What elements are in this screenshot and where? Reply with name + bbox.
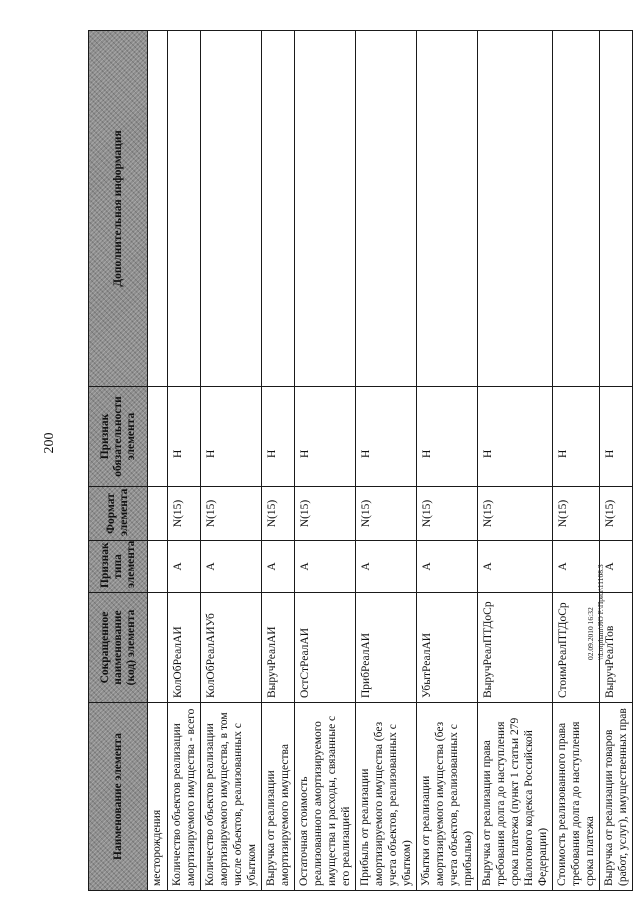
cell-element-code: ВыручРеалАИ	[262, 593, 295, 703]
cell-element-format: N(15)	[417, 487, 478, 541]
cell-element-code: СтоимРеалПТДоСр	[553, 593, 600, 703]
cell-additional-info	[295, 31, 356, 387]
table-row	[262, 31, 295, 891]
cell-element-required: Н	[168, 387, 201, 487]
cell-element-name: Количество объектов реализации амортизируемого имущества - всего	[168, 703, 201, 891]
cell-element-format: N(15)	[295, 487, 356, 541]
cell-element-type: А	[600, 541, 633, 593]
cell-additional-info	[600, 31, 633, 387]
cell-element-required: Н	[478, 387, 553, 487]
cell-element-code: КолОбРеалАИУб	[201, 593, 262, 703]
cell-element-type	[148, 541, 168, 593]
footer-date: 02.09.2010 16:32	[586, 607, 595, 660]
table-row	[295, 31, 356, 891]
cell-element-name: Количество объектов реализации амортизируемого имущества, в том числе объектов, реализованных с убытком	[201, 703, 262, 891]
cell-additional-info	[553, 31, 600, 387]
table-header	[89, 31, 148, 891]
table-row	[417, 31, 478, 891]
table-row	[201, 31, 262, 891]
table-row	[356, 31, 417, 891]
cell-element-name: Выручка от реализации права требования долга до наступления срока платежа (пункт 1 статьи 279 Налогового кодекса Российской Федерации)	[478, 703, 553, 891]
cell-element-format: N(15)	[201, 487, 262, 541]
page-number: 200	[42, 432, 57, 454]
cell-element-code: ПрибРеалАИ	[356, 593, 417, 703]
cell-element-format	[148, 487, 168, 541]
cell-additional-info	[201, 31, 262, 387]
cell-element-format: N(15)	[168, 487, 201, 541]
cell-additional-info	[478, 31, 553, 387]
cell-element-name: Выручка от реализации амортизируемого имущества	[262, 703, 295, 891]
cell-element-name: месторождения	[148, 703, 168, 891]
cell-element-type: А	[356, 541, 417, 593]
cell-element-name: Убытки от реализации амортизируемого имущества (без учета объектов, реализованных с прибылью)	[417, 703, 478, 891]
cell-additional-info	[417, 31, 478, 387]
cell-element-type: А	[201, 541, 262, 593]
footer-path: \\Lotpham\ЯО Р.\Прил\11108.3	[596, 564, 605, 660]
cell-element-code: УбытРеалАИ	[417, 593, 478, 703]
cell-additional-info	[148, 31, 168, 387]
cell-element-type: А	[168, 541, 201, 593]
cell-element-code: ВыручРеалТов	[600, 593, 633, 703]
cell-element-format: N(15)	[356, 487, 417, 541]
cell-element-required: Н	[600, 387, 633, 487]
header-additional-info: Дополнительная информация	[89, 31, 148, 387]
cell-element-required: Н	[295, 387, 356, 487]
cell-element-required: Н	[417, 387, 478, 487]
cell-element-name: Стоимость реализованного права требования долга до наступления срока платежа	[553, 703, 600, 891]
cell-element-type: А	[295, 541, 356, 593]
requirements-table-container	[88, 31, 633, 891]
cell-element-required	[148, 387, 168, 487]
cell-element-format: N(15)	[600, 487, 633, 541]
header-row	[89, 31, 148, 891]
header-element-name: Наименование элемента	[89, 703, 148, 891]
cell-additional-info	[168, 31, 201, 387]
table-row	[148, 31, 168, 891]
cell-element-type: А	[478, 541, 553, 593]
cell-additional-info	[356, 31, 417, 387]
cell-element-required: Н	[201, 387, 262, 487]
cell-element-code: ВыручРеалПТДоСр	[478, 593, 553, 703]
cell-element-code: ОстСтРеалАИ	[295, 593, 356, 703]
header-element-format: Формат элемента	[89, 487, 148, 541]
cell-element-required: Н	[262, 387, 295, 487]
cell-element-type: А	[262, 541, 295, 593]
cell-element-name: Выручка от реализации товаров (работ, услуг), имущественных прав	[600, 703, 633, 891]
cell-element-type: А	[417, 541, 478, 593]
cell-element-code	[148, 593, 168, 703]
header-element-code: Сокращенное наименование (код) элемента	[89, 593, 148, 703]
header-element-required: Признак обязательности элемента	[89, 387, 148, 487]
cell-element-format: N(15)	[553, 487, 600, 541]
cell-element-code: КолОбРеалАИ	[168, 593, 201, 703]
cell-element-format: N(15)	[478, 487, 553, 541]
header-element-type: Признак типа элемента	[89, 541, 148, 593]
cell-element-format: N(15)	[262, 487, 295, 541]
requirements-table	[88, 30, 633, 891]
table-row	[478, 31, 553, 891]
table-row	[168, 31, 201, 891]
cell-additional-info	[262, 31, 295, 387]
footer-stamp	[586, 420, 606, 660]
cell-element-name: Прибыль от реализации амортизируемого имущества (без учета объектов, реализованных с убытком)	[356, 703, 417, 891]
cell-element-required: Н	[553, 387, 600, 487]
cell-element-type: А	[553, 541, 600, 593]
cell-element-required: Н	[356, 387, 417, 487]
cell-element-name: Остаточная стоимость реализованного амортизируемого имущества и расходы, связанные с его реализацией	[295, 703, 356, 891]
table-body	[148, 31, 633, 891]
